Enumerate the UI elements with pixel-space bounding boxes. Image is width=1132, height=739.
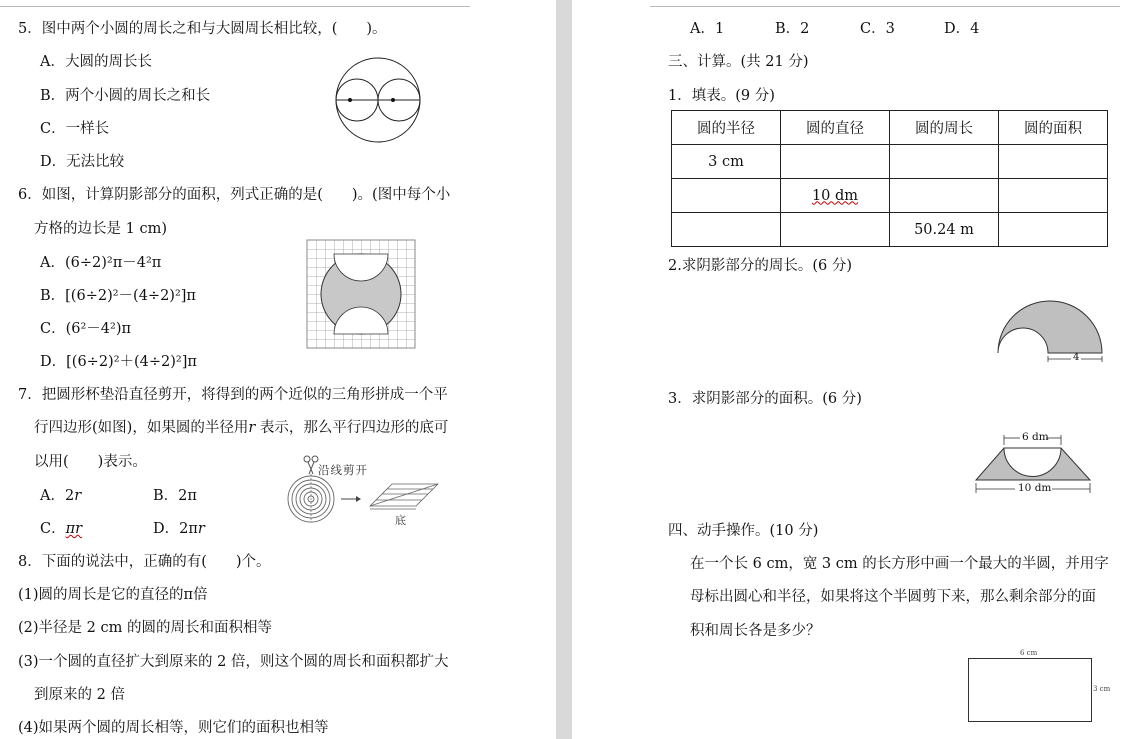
- q5-circles-figure: [333, 57, 423, 145]
- rect-height-label: 3 cm: [1093, 685, 1111, 693]
- section-3-title: 三、计算。(共 21 分): [668, 54, 809, 70]
- q7-base-label: 底: [395, 514, 406, 527]
- table-cell: [672, 179, 781, 213]
- q7-stem-line1: 7．把圆形杯垫沿直径剪开，将得到的两个近似的三角形拼成一个平: [18, 387, 448, 403]
- table-cell: [999, 179, 1108, 213]
- q7-stem-line2: 行四边形(如图)，如果圆的半径用r 表示，那么平行四边形的底可: [34, 420, 449, 436]
- q8-statement-1: (1)圆的周长是它的直径的π倍: [18, 587, 208, 603]
- q5-option-c: C．一样长: [40, 121, 110, 137]
- calc-2-dimension-label: 4: [1073, 352, 1080, 363]
- table-cell: 10 dm: [781, 179, 890, 213]
- q6-option-a: A．(6÷2)²π－4²π: [40, 255, 162, 271]
- q7-option-c: C．πr: [40, 521, 83, 537]
- q8-statement-4: (4)如果两个圆的周长相等，则它们的面积也相等: [18, 720, 329, 736]
- table-cell: [999, 213, 1108, 247]
- table-header-cell: 圆的面积: [999, 111, 1108, 145]
- q8-statement-3a: (3)一个圆的直径扩大到原来的 2 倍，则这个圆的周长和面积都扩大: [18, 654, 449, 670]
- q8-statement-3b: 到原来的 2 倍: [34, 687, 125, 703]
- section-4-para-line1: 在一个长 6 cm，宽 3 cm 的长方形中画一个最大的半圆，并用字: [690, 556, 1109, 572]
- q5-option-a: A．大圆的周长长: [40, 54, 152, 70]
- q8-option-a: A．1: [690, 21, 725, 37]
- q8-option-c: C．3: [860, 21, 895, 37]
- q7-option-a: A．2r: [40, 488, 82, 504]
- q7-option-d: D．2πr: [153, 521, 205, 537]
- q5-stem: 5．图中两个小圆的周长之和与大圆周长相比较，( )。: [18, 21, 387, 37]
- q5-option-d: D．无法比较: [40, 154, 125, 170]
- calc-3-title: 3．求阴影部分的面积。(6 分): [668, 391, 862, 407]
- scissors-icon: [304, 456, 318, 474]
- page-top-rule-left: [0, 0, 470, 7]
- section-4-title: 四、动手操作。(10 分): [668, 523, 819, 539]
- rectangle-figure: [968, 658, 1092, 722]
- table-header-cell: 圆的周长: [890, 111, 999, 145]
- fill-table: [671, 110, 1108, 247]
- q6-option-d: D．[(6÷2)²＋(4÷2)²]π: [40, 354, 197, 370]
- table-cell: [890, 179, 999, 213]
- calc-3-top-label: 6 dm: [1022, 431, 1049, 443]
- table-cell: [999, 145, 1108, 179]
- q8-option-b: B．2: [775, 21, 810, 37]
- calc-1-title: 1．填表。(9 分): [668, 88, 775, 104]
- table-header-cell: 圆的直径: [781, 111, 890, 145]
- section-4-para-line2: 母标出圆心和半径，如果将这个半圆剪下来，那么剩余部分的面: [690, 589, 1096, 605]
- calc-2-title: 2.求阴影部分的周长。(6 分): [668, 258, 852, 274]
- q8-option-d: D．4: [944, 21, 980, 37]
- table-header-cell: 圆的半径: [672, 111, 781, 145]
- q8-stem: 8．下面的说法中，正确的有( )个。: [18, 554, 271, 570]
- q8-statement-2: (2)半径是 2 cm 的圆的周长和面积相等: [18, 620, 272, 636]
- table-cell: 3 cm: [672, 145, 781, 179]
- rect-width-label: 6 cm: [1020, 649, 1038, 657]
- table-cell: [781, 213, 890, 247]
- section-4-para-line3: 积和周长各是多少？: [690, 623, 821, 639]
- calc-3-bottom-label: 10 dm: [1018, 482, 1052, 494]
- calc-2-arch-figure: [995, 298, 1107, 364]
- q6-option-c: C．(6²－4²)π: [40, 321, 132, 337]
- q7-cut-label: 沿线剪开: [318, 463, 368, 477]
- q6-option-b: B．[(6÷2)²－(4÷2)²]π: [40, 288, 196, 304]
- table-row: [672, 179, 1108, 213]
- table-cell: 50.24 m: [890, 213, 999, 247]
- page-gutter: [556, 0, 572, 739]
- q5-option-b: B．两个小圆的周长之和长: [40, 88, 211, 104]
- table-header-row: [672, 111, 1108, 145]
- table-cell: [672, 213, 781, 247]
- q6-grid-figure: [307, 240, 415, 348]
- table-row: [672, 145, 1108, 179]
- q6-stem-line2: 方格的边长是 1 cm): [34, 221, 167, 237]
- page-top-rule-right: [650, 0, 1120, 7]
- table-cell: [781, 145, 890, 179]
- q6-stem-line1: 6．如图，计算阴影部分的面积，列式正确的是( )。(图中每个小: [18, 187, 451, 203]
- table-cell: [890, 145, 999, 179]
- table-row: [672, 213, 1108, 247]
- q7-option-b: B．2π: [153, 488, 197, 504]
- q7-stem-line3: 以用( )表示。: [34, 454, 147, 470]
